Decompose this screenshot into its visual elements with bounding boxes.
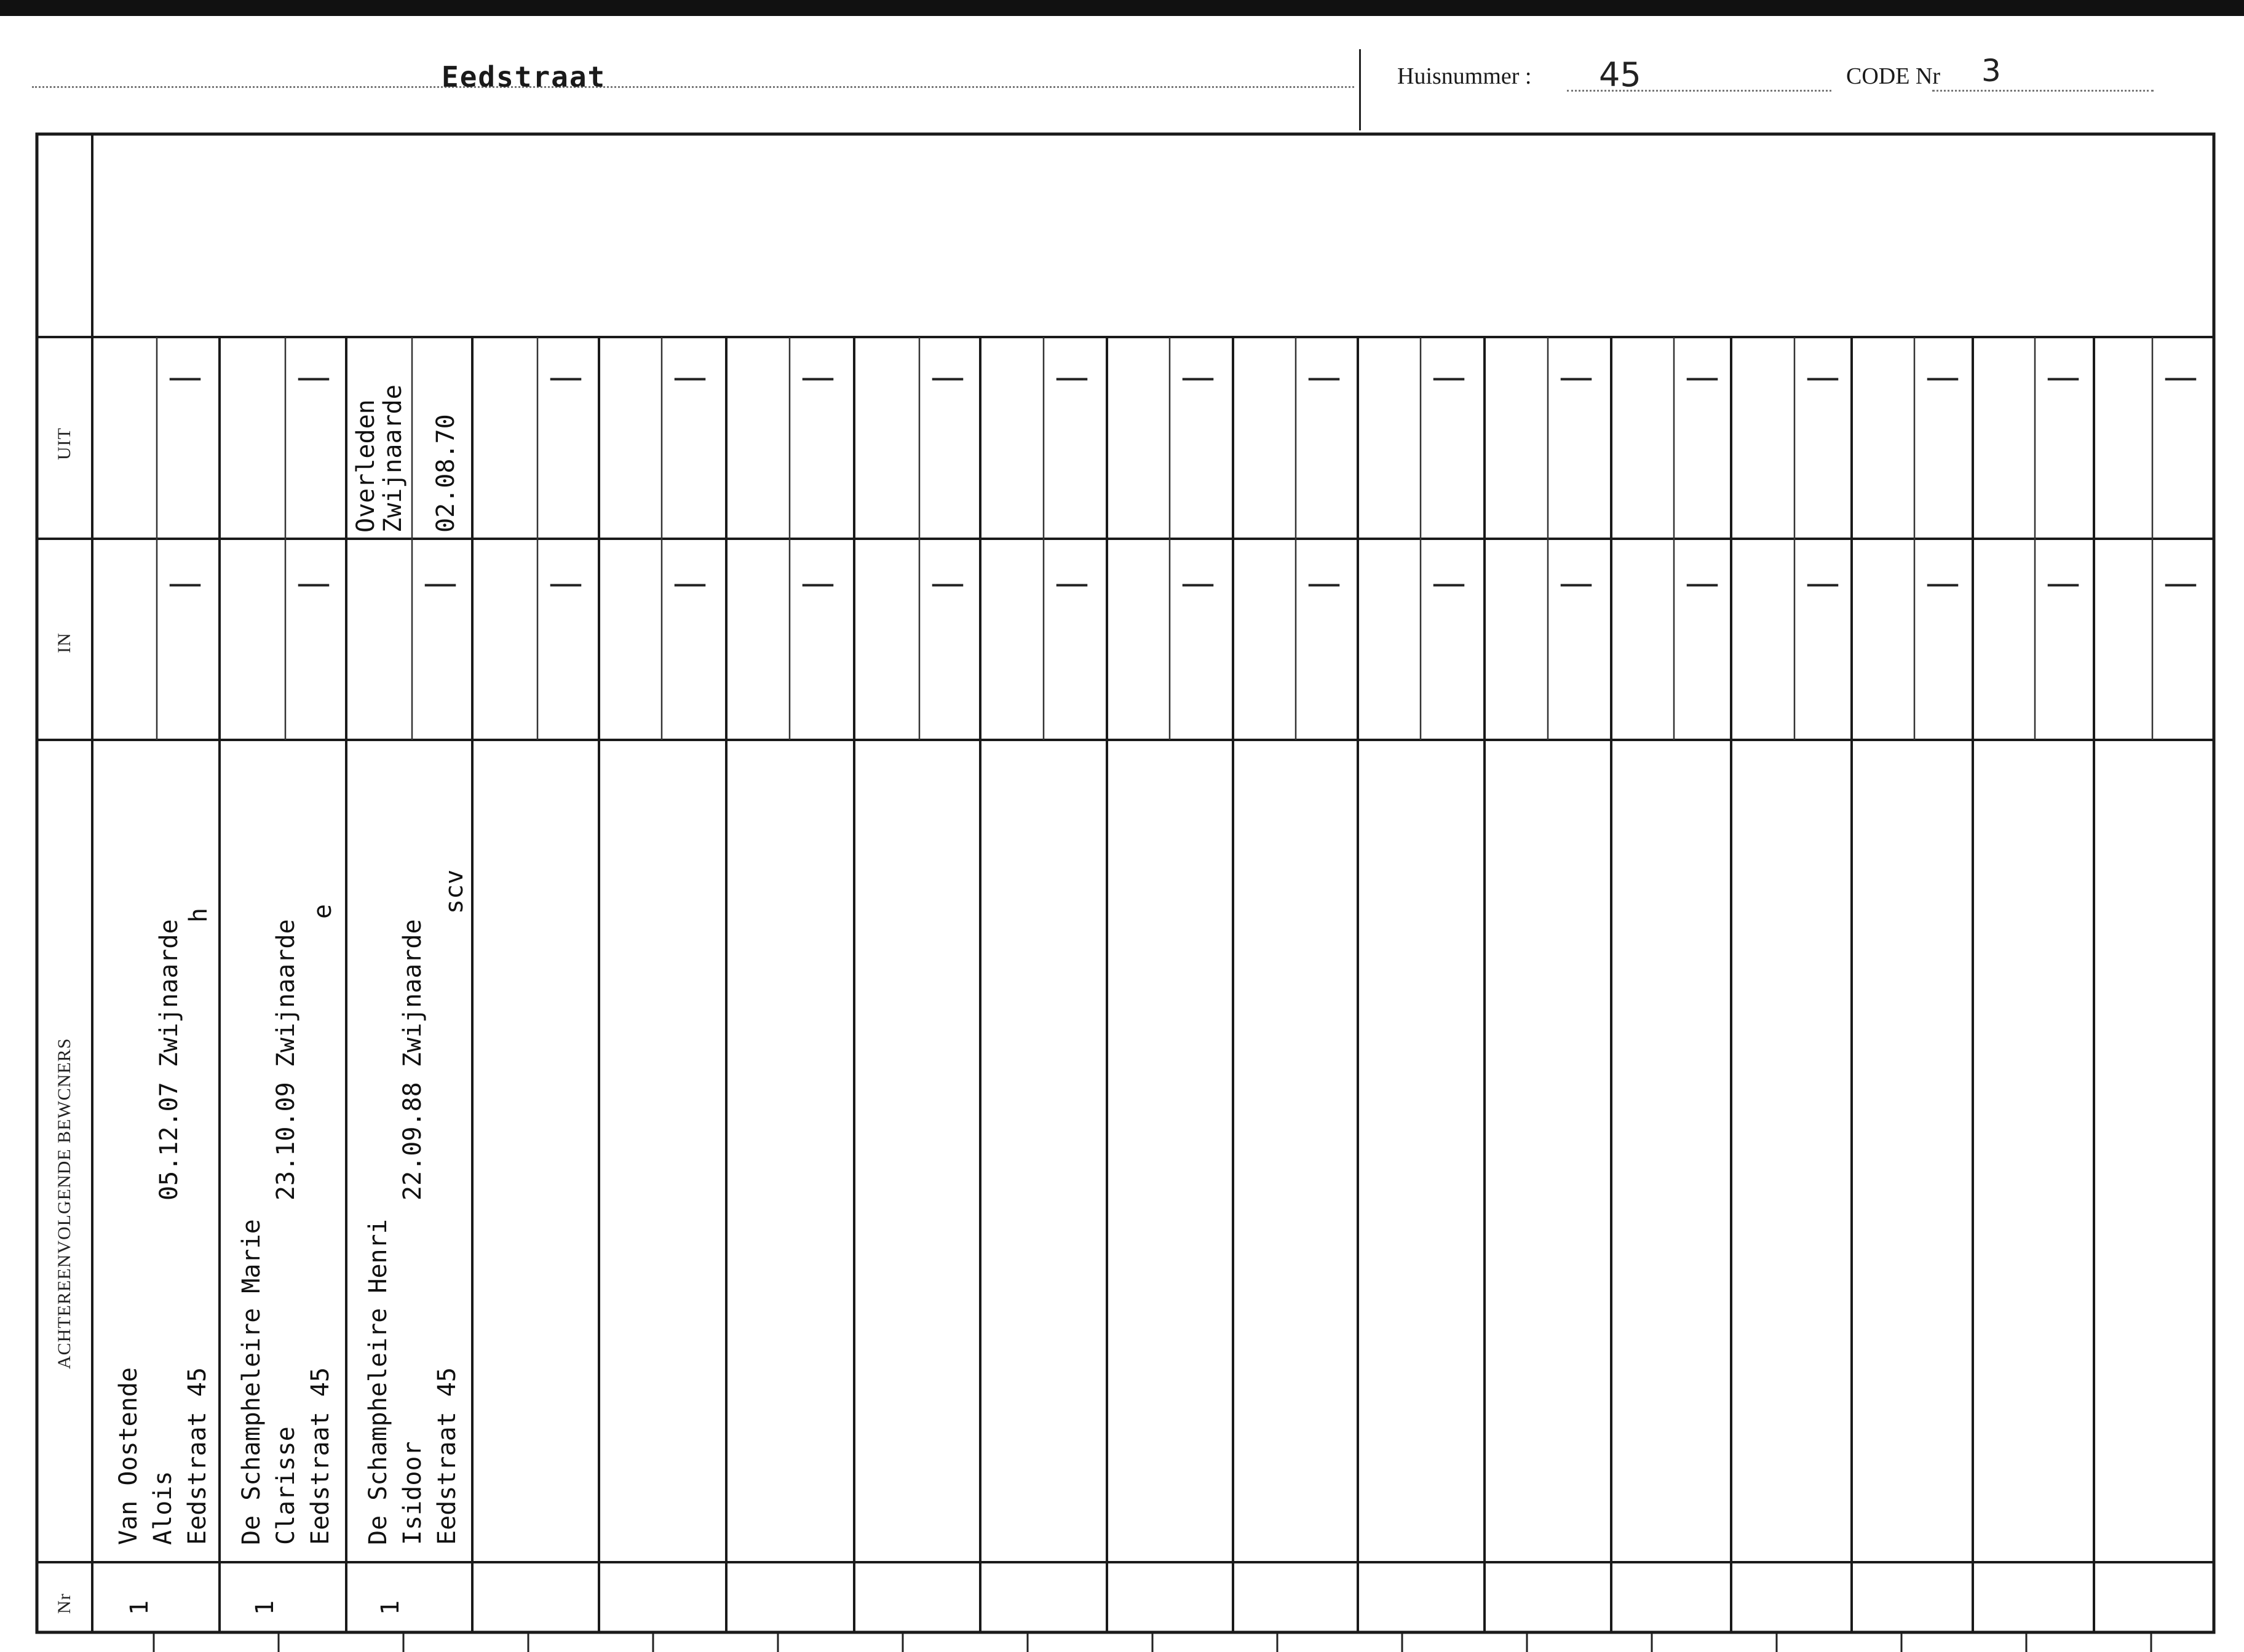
street-name: Eedstraat	[442, 60, 606, 93]
resident-3-surname: De Schampheleire Henri	[364, 1219, 392, 1545]
in-dash: —	[168, 563, 202, 603]
resident-2-surname: De Schampheleire Marie	[237, 1219, 266, 1545]
resident-1-nr: 1	[125, 1600, 154, 1615]
resident-2-firstname: Clarisse	[272, 1426, 300, 1545]
in-dash: —	[2163, 563, 2198, 603]
in-dash: —	[673, 563, 707, 603]
in-row-label: IN	[54, 632, 74, 653]
uit-dash: —	[930, 357, 965, 397]
in-dash: —	[1685, 563, 1719, 603]
uit-dash: —	[2046, 357, 2080, 397]
nr-row-label: Nr	[54, 1593, 74, 1614]
code-value: 3	[1981, 53, 2001, 89]
resident-3-firstname: Isidoor	[398, 1441, 427, 1545]
house-number-label: Huisnummer :	[1397, 63, 1532, 89]
in-dash: —	[423, 563, 458, 603]
uit-dash: —	[549, 357, 583, 397]
uit-dash: —	[1307, 357, 1341, 397]
resident-3-uit-reason: Overleden	[352, 399, 380, 533]
resident-1-address: Eedstraat 45	[183, 1367, 212, 1545]
in-dash: —	[1181, 563, 1215, 603]
house-number-value: 45	[1599, 55, 1641, 94]
resident-2-mark: e	[309, 903, 337, 919]
in-dash: —	[1432, 563, 1466, 603]
uit-dash: —	[1925, 357, 1960, 397]
resident-1-birth: 05.12.07 Zwijnaarde	[155, 919, 183, 1201]
code-label: CODE Nr	[1846, 63, 1941, 89]
resident-3-birth: 22.09.88 Zwijnaarde	[398, 919, 427, 1201]
uit-row-label: UIT	[54, 427, 74, 460]
in-dash: —	[1806, 563, 1840, 603]
in-dash: —	[801, 563, 835, 603]
uit-dash: —	[168, 357, 202, 397]
in-dash: —	[549, 563, 583, 603]
resident-3-nr: 1	[376, 1600, 405, 1615]
in-dash: —	[296, 563, 331, 603]
in-dash: —	[930, 563, 965, 603]
resident-2-birth: 23.10.09 Zwijnaarde	[272, 919, 300, 1201]
resident-1-surname: Van Oostende	[114, 1367, 143, 1545]
resident-1-firstname: Alois	[149, 1471, 177, 1545]
resident-3-uit-place: Zwijnaarde	[379, 384, 407, 533]
resident-2-address: Eedstraat 45	[306, 1367, 335, 1545]
uit-dash: —	[1559, 357, 1593, 397]
resident-3-address: Eedstraat 45	[433, 1367, 461, 1545]
in-dash: —	[2046, 563, 2080, 603]
uit-dash: —	[801, 357, 835, 397]
resident-2-nr: 1	[251, 1600, 279, 1615]
uit-dash: —	[296, 357, 331, 397]
resident-3-uit-date: 02.08.70	[432, 414, 460, 533]
residents-row-label: ACHTEREENVOLGENDE BEWCNERS	[54, 1038, 74, 1369]
uit-dash: —	[1432, 357, 1466, 397]
in-dash: —	[1925, 563, 1960, 603]
in-dash: —	[1055, 563, 1089, 603]
uit-dash: —	[1685, 357, 1719, 397]
in-dash: —	[1307, 563, 1341, 603]
uit-dash: —	[1181, 357, 1215, 397]
resident-3-mark: scv	[440, 869, 469, 914]
uit-dash: —	[673, 357, 707, 397]
uit-dash: —	[1055, 357, 1089, 397]
uit-dash: —	[1806, 357, 1840, 397]
resident-1-mark: h	[184, 907, 213, 923]
uit-dash: —	[2163, 357, 2198, 397]
in-dash: —	[1559, 563, 1593, 603]
